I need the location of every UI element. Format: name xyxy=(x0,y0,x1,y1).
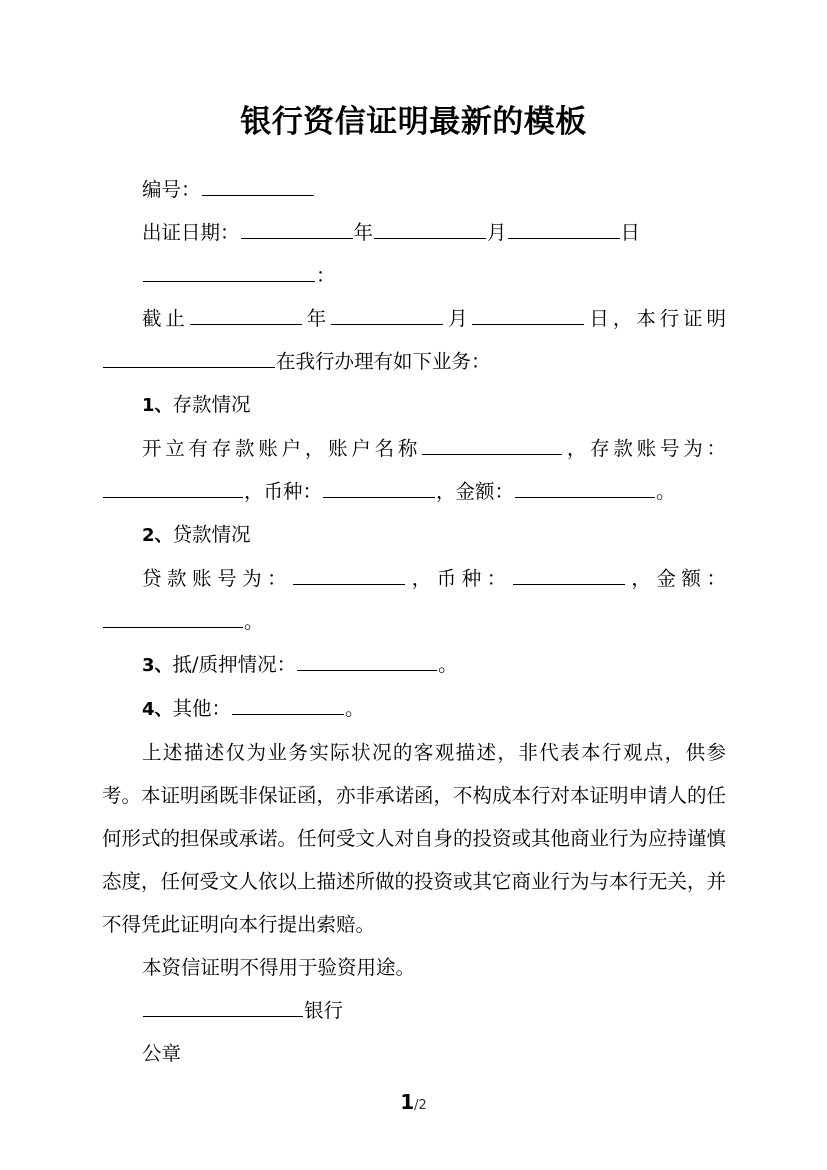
deadline-month-blank[interactable] xyxy=(331,306,443,325)
issue-date-year-blank[interactable] xyxy=(241,220,353,239)
section-3-number: 3、 xyxy=(142,655,173,676)
page-footer xyxy=(0,1090,827,1114)
usage-note: 本资信证明不得用于验资用途。 xyxy=(142,956,416,979)
deposit-amount-blank[interactable] xyxy=(515,479,655,498)
issue-date-month-blank[interactable] xyxy=(374,220,486,239)
deadline-day-blank[interactable] xyxy=(472,306,584,325)
certified-party-blank[interactable] xyxy=(103,349,275,368)
deposit-account-number-blank[interactable] xyxy=(103,479,243,498)
deadline-year-unit: 年 xyxy=(302,307,331,330)
deposit-account-number-label: ，存款账号为： xyxy=(563,437,726,460)
loan-currency-blank[interactable] xyxy=(513,566,625,585)
section-2-number: 2、 xyxy=(142,525,173,546)
bank-suffix-label: 银行 xyxy=(304,999,344,1022)
deadline-month-unit: 月 xyxy=(444,307,472,330)
loan-amount-blank[interactable] xyxy=(103,609,243,628)
serial-number-label: 编号： xyxy=(142,178,201,201)
section-4-heading: 其他： xyxy=(172,697,232,720)
section-1-number: 1、 xyxy=(142,395,173,416)
section-3-period: 。 xyxy=(438,653,458,676)
section-4-period: 。 xyxy=(345,697,365,720)
serial-number-blank[interactable] xyxy=(202,177,314,196)
current-page-number: 1 xyxy=(400,1090,415,1114)
section-4-number: 4、 xyxy=(142,699,173,720)
section-1-detail-line xyxy=(102,427,726,513)
deadline-year-blank[interactable] xyxy=(190,306,302,325)
issue-date-year-unit: 年 xyxy=(353,221,374,244)
loan-period: 。 xyxy=(244,610,264,633)
section-2-heading: 贷款情况 xyxy=(172,523,251,546)
deposit-account-name-blank[interactable] xyxy=(422,436,562,455)
issue-date-day-blank[interactable] xyxy=(508,220,620,239)
business-clause-text: 在我行办理有如下业务： xyxy=(276,350,491,373)
addressee-blank[interactable] xyxy=(143,263,315,282)
deposit-amount-label: ，金额： xyxy=(436,480,515,503)
disclaimer-paragraph: 上述描述仅为业务实际状况的客观描述，非代表本行观点，供参考。本证明函既非保证函，亦非承诺函，不构成本行对本证明申请人的任何形式的担保或承诺。任何受文人对自身的投资或其他商业行为应持谨慎态度，任何受文人依以上描述所做的投资或其它商业行为与本行无关，并不得凭此证明向本行提出索赔。 xyxy=(102,741,727,936)
deposit-account-label: 开立有存款账户，账户名称 xyxy=(142,437,422,460)
page-title: 银行资信证明最新的模板 xyxy=(240,104,587,140)
loan-amount-label: ，金额： xyxy=(625,567,726,590)
issue-date-day-unit: 日 xyxy=(620,221,641,244)
deposit-currency-blank[interactable] xyxy=(323,479,435,498)
addressee-line xyxy=(102,254,726,297)
bank-certifies-text: ，本行证明 xyxy=(612,307,726,330)
bank-name-blank[interactable] xyxy=(143,998,303,1017)
loan-account-number-blank[interactable] xyxy=(293,566,405,585)
bank-signature-line xyxy=(102,989,726,1032)
seal-label: 公章 xyxy=(142,1042,182,1065)
certification-statement-line xyxy=(102,297,726,383)
loan-account-number-label: 贷款账号为： xyxy=(142,567,293,590)
deposit-period: 。 xyxy=(656,480,676,503)
loan-currency-label: ，币种： xyxy=(406,567,512,590)
deadline-prefix: 截止 xyxy=(142,307,189,330)
issue-date-line xyxy=(102,211,726,254)
section-3-heading: 抵/质押情况： xyxy=(172,653,297,676)
section-4-line xyxy=(102,687,726,731)
addressee-colon: ： xyxy=(316,264,336,287)
other-blank[interactable] xyxy=(232,696,344,715)
section-2-detail-line xyxy=(102,557,726,643)
deadline-day-unit: 日 xyxy=(585,307,613,330)
page-separator: / xyxy=(414,1098,419,1113)
section-1-heading-line xyxy=(102,383,726,427)
issue-date-label: 出证日期： xyxy=(142,221,240,244)
deposit-currency-label: ，币种： xyxy=(244,480,323,503)
section-2-heading-line xyxy=(102,513,726,557)
total-page-count: 2 xyxy=(418,1098,427,1113)
issue-date-month-unit: 月 xyxy=(487,221,507,244)
pledge-blank[interactable] xyxy=(297,652,437,671)
section-3-line xyxy=(102,643,726,687)
serial-number-line xyxy=(102,168,726,211)
document-body xyxy=(102,168,726,1075)
section-1-heading: 存款情况 xyxy=(172,393,251,416)
